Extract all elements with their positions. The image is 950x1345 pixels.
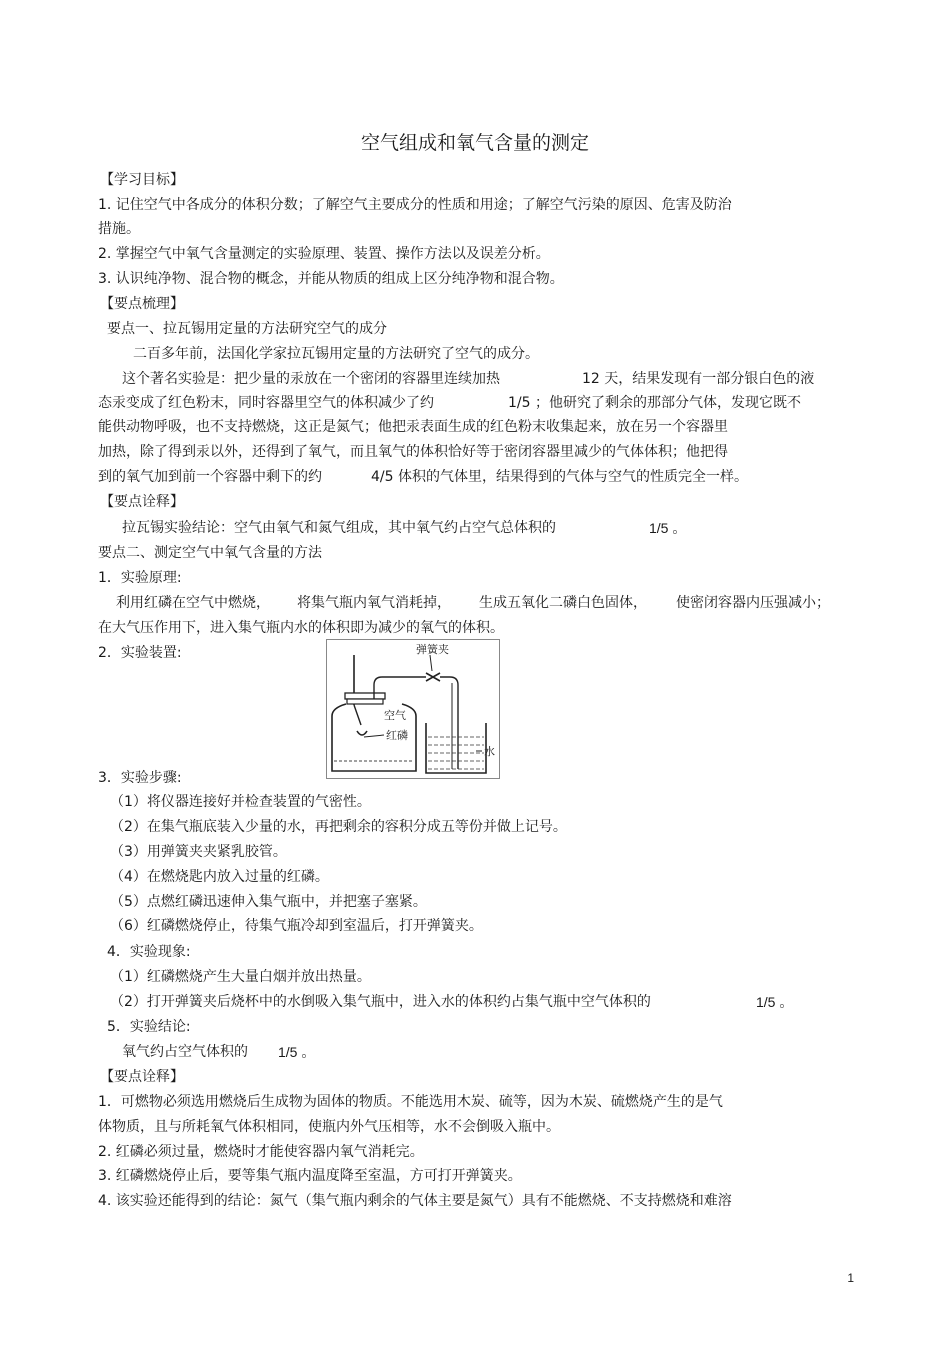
conclusion-b: 1/5 。 <box>278 1044 316 1060</box>
water-label: 水 <box>484 745 495 758</box>
principle-heading: 1．实验原理: <box>98 570 182 586</box>
clip-label: 弹簧夹 <box>416 643 449 656</box>
goal-1: 1. 记住空气中各成分的体积分数；了解空气主要成分的性质和用途；了解空气污染的原因、危害及防治 <box>98 197 732 213</box>
conclusion-heading: 5．实验结论: <box>107 1019 191 1035</box>
explain1-a: 拉瓦锡实验结论：空气由氧气和氮气组成，其中氧气约占空气总体积的 <box>122 520 556 536</box>
point1-line2b: 1/5 ；他研究了剩余的那部分气体，发现它既不 <box>508 395 801 411</box>
goals-heading: 【学习目标】 <box>100 172 184 188</box>
phenomenon-2b: 1/5 。 <box>756 994 794 1010</box>
step-3: （3）用弹簧夹夹紧乳胶管。 <box>110 844 287 860</box>
note-2: 2. 红磷必须过量，燃烧时才能使容器内氧气消耗完。 <box>98 1144 424 1160</box>
apparatus-heading: 2．实验装置: <box>98 645 182 661</box>
page-number: 1 <box>847 1271 854 1285</box>
step-4: （4）在燃烧匙内放入过量的红磷。 <box>110 869 329 885</box>
step-1: （1）将仪器连接好并检查装置的气密性。 <box>110 794 371 810</box>
step-2: （2）在集气瓶底装入少量的水，再把剩余的容积分成五等份并做上记号。 <box>110 819 567 835</box>
phenomenon-2a: （2）打开弹簧夹后烧杯中的水倒吸入集气瓶中，进入水的体积约占集气瓶中空气体积的 <box>110 994 651 1010</box>
principle-1c: 生成五氧化二磷白色固体， <box>479 595 647 611</box>
point1-line3: 能供动物呼吸，也不支持燃烧，这正是氮气；他把汞表面生成的红色粉末收集起来，放在另一个容器里 <box>98 419 728 435</box>
explain1-b: 1/5 。 <box>649 520 687 536</box>
apparatus-diagram <box>326 639 500 779</box>
principle-1a: 利用红磷在空气中燃烧， <box>116 595 270 611</box>
point1-line4: 加热，除了得到汞以外，还得到了氧气，而且氧气的体积恰好等于密闭容器里减少的气体体积；他把得 <box>98 444 728 460</box>
note-3: 3. 红磷燃烧停止后，要等集气瓶内温度降至室温，方可打开弹簧夹。 <box>98 1168 522 1184</box>
air-label: 空气 <box>384 709 406 722</box>
steps-heading: 3．实验步骤: <box>98 770 182 786</box>
note-4: 4. 该实验还能得到的结论：氮气（集气瓶内剩余的气体主要是氮气）具有不能燃烧、不支持燃烧和难溶 <box>98 1193 732 1209</box>
principle-1b: 将集气瓶内氧气消耗掉， <box>297 595 451 611</box>
explain2-heading: 【要点诠释】 <box>100 1069 184 1085</box>
point1-line5a: 到的氧气加到前一个容器中剩下的约 <box>98 469 322 485</box>
step-6: （6）红磷燃烧停止，待集气瓶冷却到室温后，打开弹簧夹。 <box>110 918 483 934</box>
goal-2: 2. 掌握空气中氧气含量测定的实验原理、装置、操作方法以及误差分析。 <box>98 246 550 262</box>
goal-3: 3. 认识纯净物、混合物的概念，并能从物质的组成上区分纯净物和混合物。 <box>98 271 564 287</box>
point1-heading: 要点一、拉瓦锡用定量的方法研究空气的成分 <box>107 321 387 337</box>
point1-line1a: 这个著名实验是：把少量的汞放在一个密闭的容器里连续加热 <box>122 371 500 387</box>
phenomenon-1: （1）红磷燃烧产生大量白烟并放出热量。 <box>110 969 371 985</box>
principle-2: 在大气压作用下，进入集气瓶内水的体积即为减少的氧气的体积。 <box>98 620 504 636</box>
step-5: （5）点燃红磷迅速伸入集气瓶中，并把塞子塞紧。 <box>110 894 427 910</box>
page-title: 空气组成和氧气含量的测定 <box>360 132 589 154</box>
phosphorus-label: 红磷 <box>386 729 408 742</box>
point1-line1b: 12 天，结果发现有一部分银白色的液 <box>582 371 815 387</box>
note-1a: 1．可燃物必须选用燃烧后生成物为固体的物质。不能选用木炭、硫等，因为木炭、硫燃烧产生的是气 <box>98 1094 723 1110</box>
phenomena-heading: 4．实验现象: <box>107 944 191 960</box>
note-1b: 体物质，且与所耗氧气体积相同，使瓶内外气压相等，水不会倒吸入瓶中。 <box>98 1119 560 1135</box>
point1-line2a: 态汞变成了红色粉末，同时容器里空气的体积减少了约 <box>98 395 434 411</box>
point1-line5b: 4/5 体积的气体里，结果得到的气体与空气的性质完全一样。 <box>371 469 748 485</box>
summary-heading: 【要点梳理】 <box>100 296 184 312</box>
conclusion-a: 氧气约占空气体积的 <box>122 1044 248 1060</box>
point1-intro: 二百多年前，法国化学家拉瓦锡用定量的方法研究了空气的成分。 <box>133 346 539 362</box>
principle-1d: 使密闭容器内压强减小； <box>676 595 830 611</box>
goal-1-cont: 措施。 <box>98 221 140 237</box>
point2-heading: 要点二、测定空气中氧气含量的方法 <box>98 545 322 561</box>
explain-heading: 【要点诠释】 <box>100 494 184 510</box>
